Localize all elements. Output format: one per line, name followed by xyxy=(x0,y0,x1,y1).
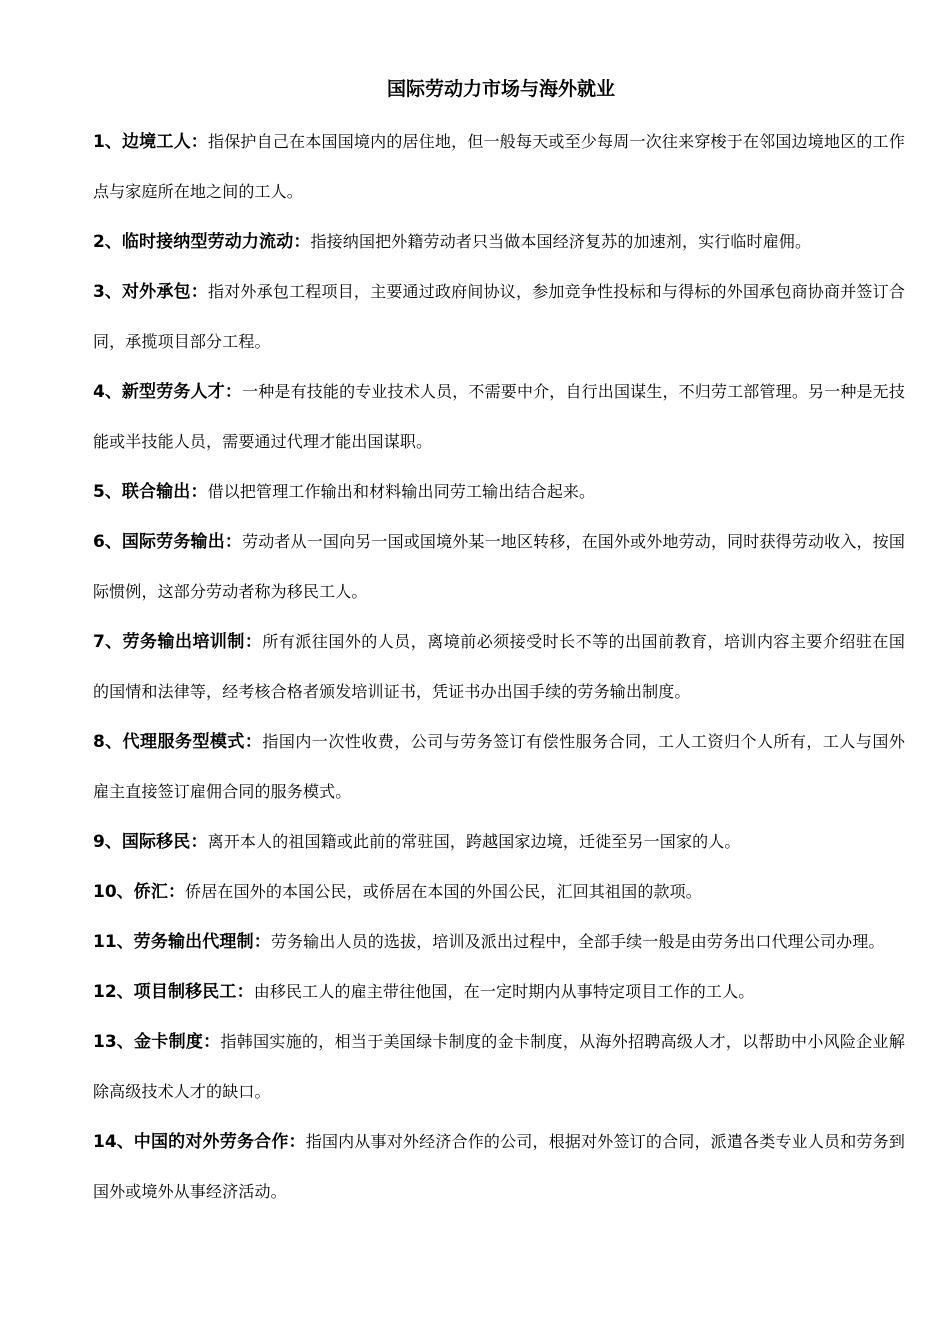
definition-entry xyxy=(93,1017,905,1117)
definition-entry xyxy=(93,617,905,717)
entry-number: 4、 xyxy=(93,382,122,402)
document-title: 国际劳动力市场与海外就业 xyxy=(386,78,615,100)
entry-term: 侨汇： xyxy=(133,882,186,902)
definition-entry xyxy=(93,917,905,967)
entry-definition: 指国内从事对外经济合作的公司，根据对外签订的合同，派遣各类专业人员和劳务到国外或境外从事经济活动。 xyxy=(93,1132,906,1201)
entry-term: 劳务输出代理制： xyxy=(133,932,271,952)
entry-definition: 一种是有技能的专业技术人员，不需要中介，自行出国谋生，不归劳工部管理。另一种是无技能或半技能人员，需要通过代理才能出国谋职。 xyxy=(93,382,905,451)
entry-number: 3、 xyxy=(93,282,122,302)
entry-term: 金卡制度： xyxy=(133,1032,221,1052)
definition-entry xyxy=(93,367,905,467)
definition-entry xyxy=(93,217,905,267)
definition-entry xyxy=(93,867,905,917)
entry-number: 13、 xyxy=(93,1032,134,1052)
entry-number: 2、 xyxy=(93,232,122,252)
entry-term: 临时接纳型劳动力流动： xyxy=(121,232,311,252)
entry-definition: 劳动者从一国向另一国或国境外某一地区转移，在国外或外地劳动，同时获得劳动收入，按国际惯例，这部分劳动者称为移民工人。 xyxy=(93,532,905,601)
entry-number: 9、 xyxy=(93,832,122,852)
entry-definition: 指保护自己在本国国境内的居住地，但一般每天或至少每周一次往来穿梭于在邻国边境地区的工作点与家庭所在地之间的工人。 xyxy=(93,132,905,201)
entry-term: 国际移民： xyxy=(121,832,208,852)
entry-number: 1、 xyxy=(93,132,122,152)
entry-term: 劳务输出培训制： xyxy=(122,632,263,652)
entry-definition: 指韩国实施的，相当于美国绿卡制度的金卡制度，从海外招聘高级人才，以帮助中小风险企业解除高级技术人才的缺口。 xyxy=(93,1032,905,1101)
entry-number: 7、 xyxy=(93,632,123,652)
entry-definition: 劳务输出人员的选拔，培训及派出过程中，全部手续一般是由劳务出口代理公司办理。 xyxy=(270,932,885,951)
entry-number: 5、 xyxy=(93,482,122,502)
entry-number: 6、 xyxy=(93,532,122,552)
entry-term: 中国的对外劳务合作： xyxy=(133,1132,306,1152)
entry-number: 12、 xyxy=(93,982,134,1002)
definition-entry xyxy=(93,1117,905,1217)
definition-entry xyxy=(93,517,905,617)
entry-term: 边境工人： xyxy=(121,132,209,152)
entry-term: 对外承包： xyxy=(121,282,209,302)
entry-term: 国际劳务输出： xyxy=(121,532,243,552)
definition-entry xyxy=(93,117,905,217)
entry-definition: 借以把管理工作输出和材料输出同劳工输出结合起来。 xyxy=(207,482,596,501)
entry-term: 联合输出： xyxy=(121,482,208,502)
definition-entry xyxy=(93,717,905,817)
entry-definition: 指国内一次性收费，公司与劳务签订有偿性服务合同，工人工资归个人所有，工人与国外雇主直接签订雇佣合同的服务模式。 xyxy=(93,732,905,801)
entry-definition: 侨居在国外的本国公民，或侨居在本国的外国公民，汇回其祖国的款项。 xyxy=(185,882,702,901)
definition-list xyxy=(93,117,905,1217)
entry-definition: 指对外承包工程项目，主要通过政府间协议，参加竞争性投标和与得标的外国承包商协商并签订合同，承揽项目部分工程。 xyxy=(93,282,905,351)
definition-entry xyxy=(93,267,905,367)
entry-number: 14、 xyxy=(93,1132,134,1152)
entry-number: 11、 xyxy=(93,932,134,952)
entry-term: 新型劳务人才： xyxy=(121,382,243,402)
definition-entry xyxy=(93,817,905,867)
entry-definition: 所有派往国外的人员，离境前必须接受时长不等的出国前教育，培训内容主要介绍驻在国的国情和法律等，经考核合格者颁发培训证书，凭证书办出国手续的劳务输出制度。 xyxy=(93,632,905,701)
entry-definition: 指接纳国把外籍劳动者只当做本国经济复苏的加速剂，实行临时雇佣。 xyxy=(310,232,812,251)
entry-definition: 离开本人的祖国籍或此前的常驻国，跨越国家边境，迁徙至另一国家的人。 xyxy=(207,832,741,851)
entry-term: 项目制移民工： xyxy=(133,982,254,1002)
entry-term: 代理服务型模式： xyxy=(122,732,263,752)
definition-entry xyxy=(93,467,905,517)
entry-definition: 由移民工人的雇主带往他国，在一定时期内从事特定项目工作的工人。 xyxy=(253,982,755,1001)
entry-number: 10、 xyxy=(93,882,134,902)
definition-entry xyxy=(93,967,905,1017)
entry-number: 8、 xyxy=(93,732,123,752)
